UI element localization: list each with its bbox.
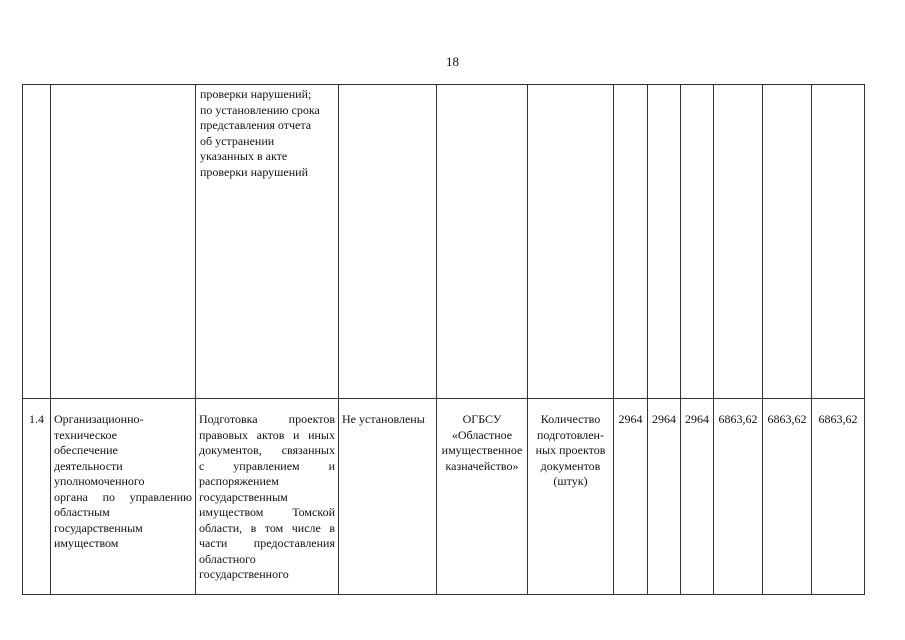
table-row [23,85,865,399]
cell-index [23,85,51,399]
row-cost-1: 6863,62 [714,399,763,595]
row-cost-3: 6863,62 [812,399,865,595]
cell-cost-1 [714,85,763,399]
cell-qty-2 [648,85,681,399]
row-qty-3: 2964 [681,399,714,595]
cell-requirements [339,85,437,399]
cell-qty-3 [681,85,714,399]
cell-qty-1 [614,85,648,399]
page-number: 18 [446,54,459,69]
row-qty-2: 2964 [648,399,681,595]
row-executor: ОГБСУ «Областное имущественное казначейство» [437,399,528,595]
row-index: 1.4 [23,399,51,595]
row-indicator: Количество подготовлен- ных проектов документов (штук) [528,399,614,595]
cell-name [51,85,196,399]
row-qty-1: 2964 [614,399,648,595]
cell-indicator [528,85,614,399]
row-description: Подготовка проектов правовых актов и иных документов, связанных с управлением и распоряжением государственным имуществом Томской области, в том числе в части предоставления областного государственного [196,399,339,595]
document-table [22,84,865,595]
row-cost-2: 6863,62 [763,399,812,595]
row-name: Организационно- техническое обеспечение деятельности уполномоченного органа по управлению областным государственным имуществом [51,399,196,595]
table-row [23,399,865,595]
cell-cost-2 [763,85,812,399]
row-requirements: Не установлены [339,399,437,595]
cell-cost-3 [812,85,865,399]
cell-executor [437,85,528,399]
cell-description: проверки нарушений; по установлению срока представления отчета об устранении указанных в акте проверки нарушений [196,85,339,399]
